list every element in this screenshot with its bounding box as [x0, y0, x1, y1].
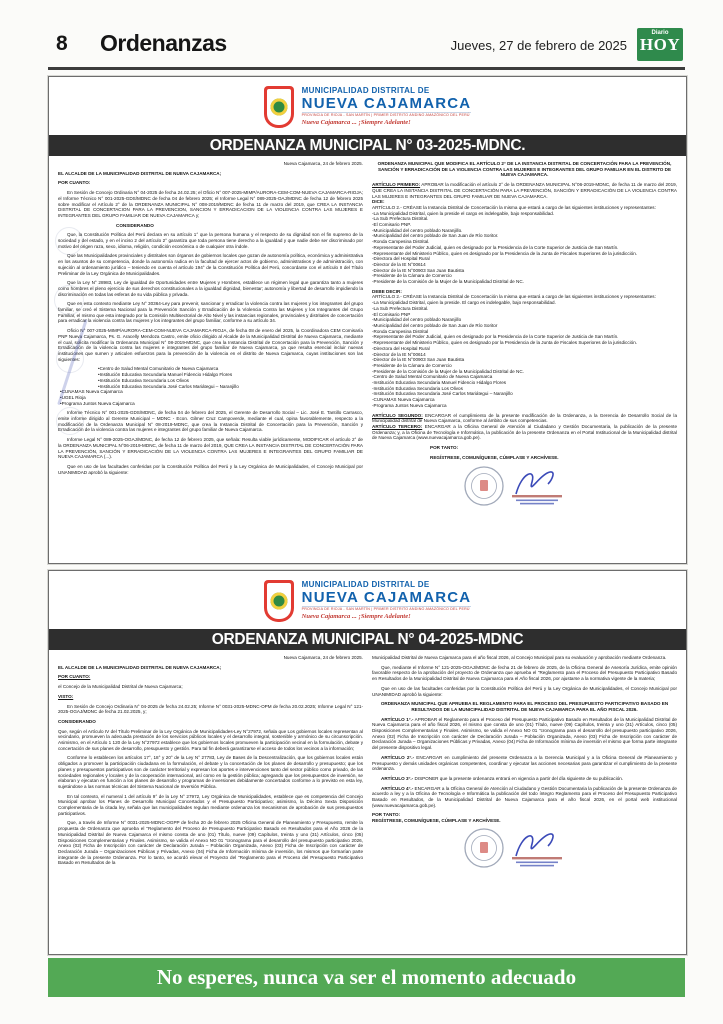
paragraph: -Ronda Campesina Distrital. [372, 239, 430, 245]
paragraph: CONSIDERANDO [116, 222, 154, 228]
logo-line2: NUEVA CAJAMARCA [301, 588, 472, 606]
paragraph: DEBE DECIR: [372, 288, 402, 294]
ordinance-03-body [49, 156, 686, 559]
hoy-label: HOY [639, 35, 681, 54]
left-column [58, 655, 363, 947]
paragraph: ARTÍCULO SEGUNDO: ENCARGAR el cumplimiento de la presente modificación de la Ordenanza, a la Gerencia de Desarrollo Social de la Municipalidad distrital de Nueva Cajamarca, conforme al ámbito de sus competencias. [372, 412, 677, 424]
paragraph: -Centro de Salud Mental Comunitario de Nueva Cajamarca [372, 374, 493, 380]
paragraph: •Institución Educativa Secundaria Los Olivos [98, 377, 189, 383]
logo-slogan: Nueva Cajamarca ... ¡Siempre Adelante! [301, 119, 411, 127]
paragraph: Informe Técnico N° 001-2025-GDS/MDNC, de fecha 04 de febrero del 2025, el Gerente de Desarrollo Social – Lic. José E. Tantillo Carrasco, emite informe dirigido al Gerente Municipal – MDNC - Econ. Gilmer Cruz Campoverde, mediante el cual, opina favorablemente, respecto a la modificación de la Ordenanza Municipal N° 08-2019-MDNC, que crea la Instancia Distrital de Concertación para la Prevención, Sanción y Erradicación de la violencia contra las mujeres e integrantes del grupo familiar de Nueva Cajamarca. [58, 410, 363, 433]
logo-line2: NUEVA CAJAMARCA [301, 94, 472, 112]
paragraph: -Representante del Ministerio Público, quien es designado por la Presidencia de la Junta de Fiscales Superiores de la jurisdicción. [372, 250, 638, 256]
paragraph: •UGEL Rioja [60, 394, 86, 400]
paragraph: -La Municipalidad Distrital, quien la preside. El cargo es indelegable, bajo responsabilidad. [372, 300, 556, 306]
paragraph: -Institución Educativa Secundaria Los Olivos [372, 385, 463, 391]
paragraph: el Concejo de la Municipalidad Distrital de Nueva Cajamarca; [58, 684, 183, 690]
paragraph: Municipalidad Distrital de Nueva Cajamarca para el año fiscal 2026, al Concejo Municipal para su evaluación y aprobación mediante Ordenanza. [372, 655, 667, 660]
paragraph: -Director de la IE N°00903 San Juan Bautista [372, 267, 465, 273]
paragraph: REGÍSTRESE, COMUNÍQUESE, CÚMPLASE Y ARCHÍVESE. [372, 818, 501, 824]
article-lead: ARTÍCULO TERCERO: [372, 423, 423, 429]
article-lead: ARTÍCULO SEGUNDO: [372, 412, 423, 418]
paragraph: -Municipalidad del centro poblado de San Juan de Río Soritor [372, 322, 498, 328]
paragraph: •CUNAMAS Nueva Cajamarca [60, 389, 123, 395]
paragraph: -Programa Juntos Nueva Cajamarca [372, 402, 447, 408]
paragraph: -Institución Educativa Secundaria José Carlos Mariátegui – Naranjillo [372, 391, 513, 397]
diario-label: Diario [651, 30, 669, 36]
paragraph: EL ALCALDE DE LA MUNICIPALIDAD DISTRITAL DE NUEVA CAJAMARCA; [58, 664, 222, 670]
paragraph: -Presidente de la Cámara de Comercio [372, 362, 452, 368]
paragraph: Que en uso de las facultades conferidas por la Constitución Política del Perú y la Ley Orgánica de Municipalidades, el Concejo Municipal por UNANIMIDAD aprobó la siguiente: [58, 463, 363, 475]
page-number: 8 [56, 32, 68, 55]
paragraph: -Representante del Poder Judicial, quien es designado por la Presidencia de la Corte Superior de Justicia de San Martín. [372, 334, 619, 340]
paragraph: ARTÍCULO TERCERO: ENCARGAR a la Oficina General de Atención al Ciudadano y Gestión Documentaria, la publicación de la presente Ordenanza; y, a la Oficina de Tecnología e Informática, la publicación de la presente Ordenanza en el Portal Institucional de la Municipalidad distrital de Nueva Cajamarca (www.nuevacajamarca.gob.pe). [372, 423, 678, 441]
paragraph: •Centro de Salud Mental Comunitario de Nueva Cajamarca [98, 366, 219, 372]
paragraph: ARTÍCULO 1°.- APROBAR el Reglamento para el Proceso del Presupuesto Participativo Basado en Resultados de la Municipalidad Distrital de Nueva Cajamarca para el año fiscal 2026, el mismo que consta de uno (01) Título, nueve (09) Capítulos, treinta y uno (31) Artículos, cinco (05) Disposiciones Complementarias y Finales. Asimismo, se valida el Anexo NO 01 "cronograma para el desarrollo del presupuesto participativo 2026, Anexo (02) Ficha de Inscripción con carácter de Declaración Jurada – Población Organizada, Anexo (03) Ficha de Inscripción con carácter de Declaración Jurada – Organizaciones Públicas y Privadas, Anexo (04) Ficha de Información mínima de inversión el mismo que forma parte integrante del presente dispositivo legal. [372, 716, 677, 751]
municipal-shield-icon [264, 86, 294, 128]
paragraph: -Ronda Campesina Distrital [372, 328, 429, 334]
article-lead: ARTÍCULO 1°.- [381, 716, 414, 722]
paragraph: ARTÍCULO 2.- CRÉASE la Instancia Distrital de Concertación la misma que estará a cargo de las siguientes instituciones y representantes: [372, 204, 656, 210]
paragraph: REGÍSTRESE, COMUNÍQUESE, CÚMPLASE Y ARCHÍVESE. [430, 454, 559, 460]
paragraph: Que, la Constitución Política del Perú declara en su artículo 1° que la persona humana y el respecto de su dignidad son el fin supremo de la sociedad y del estado, y en el inciso 2 del artículo 2° garantiza que toda persona tiene derecho a la igualdad y que nadie debe ser discriminado por motivo del origen raza, sexo, idioma, religión, condición económica o de cualquier otra índole. [58, 232, 363, 249]
paragraph: En Sesión de Concejo Ordinaria N° 04-2025 de fecha 24.02.25; Informe N° 0031-2025-MDNC-OPM de fecha 20.02.2025; Informe Legal N° 121-2025-OGAJ/MDNC de fecha 21.02.2025, y; [58, 703, 363, 715]
signature-block [372, 464, 677, 510]
paragraph: En tal contexto, el numeral 1 del artículo 9° de la Ley N° 27972, Ley Orgánica de Municipalidades, establece que es competencia del Concejo Municipal aprobar los Planes de Desarrollo Municipal Concertados y el Presupuesto Participativo; asimismo, la Décimo Sexta Disposición Complementaria de la citada ley, señala que las municipalidades regulan mediante ordenanza los mecanismos de aprobación de sus presupuestos participativos. [58, 793, 363, 816]
paragraph: Que la Ley N° 28983, Ley de igualdad de Oportunidades entre Mujeres y Hombres, establece un régimen legal que garantiza tanto a mujeres como hombres el pleno ejercicio de sus derechos constitucionales a la igualdad dignidad, bienestar; autonomía y libertad de desarrollo impidiendo la discriminación en todas las esferas de su vida pública y privada. [58, 280, 363, 297]
paragraph: -Representante del Ministerio Público, quien es designado por la Presidencia de la Junta de Fiscales Superiores de la jurisdicción. [372, 340, 638, 346]
paragraph: POR TANTO: [372, 812, 401, 818]
ordinance-03-article [48, 76, 687, 564]
logo-line3: PROVINCIA DE RIOJA - SAN MARTÍN | PRIMER DISTRITO ANDINO AMAZÓNICO DEL PERÚ [301, 113, 470, 118]
paragraph: Que, según el Artículo IV del Título Preliminar de la Ley Orgánica de Municipalidades-Ley N°27972, señala que Los gobiernos locales representan al vecindario, promueven la adecuada prestación de los servicios públicos locales y el desarrollo integral, sostenible y armónico de su circunscripción. Asimismo, en el Artículo 1 120 de la Ley N°27972 establece que los gobiernos locales promueven la participación vecinal en la formulación, debate y concertación de sus planes de desarrollo, presupuesto y gestión. Para tal fin deberá garantizarse el acceso de todos los vecinos a la información; [58, 728, 363, 751]
paragraph: -Institución Educativa Secundaria Manuel Fidencio Hidalgo Flores [372, 380, 507, 386]
paragraph: Que en esta contexto mediante Ley N° 30364-Ley para prevenir, sancionar y erradicar la violencia contra las mujeres y los integrantes del grupo familiar, se creó el Sistema Nacional para la Prevención Sanción y Erradicación de la Violencia Contra las Mujeres y los Integrantes del Grupo Familiar, el mismo que esta integrado por la Comisión Multisectorial de Alto Nivel y las instancias regionales, provinciales y distritales de concertación para erradicar la violencia contra las mujeres y los integrantes del grupo familiar, conforme a su artículo 34. [58, 301, 363, 324]
right-column [372, 161, 677, 559]
paragraph: ORDENANZA MUNICIPAL QUE APRUEBA EL REGLAMENTO PARA EL PROCESO DEL PRESUPUESTO PARTICIPATIVO BASADO EN RESULTADOS DE LA MUNICIPALIDAD DISTRITAL DE NUEVA CAJAMARCA PARA EL AÑO FISCAL 2026. [380, 701, 669, 712]
paragraph: -El Comisario PNP [372, 311, 411, 317]
paragraph: •Institución Educativa Secundaria Manuel Fidencio Hidalgo Flores [98, 372, 233, 378]
article-lead: ARTÍCULO PRIMERO: [372, 182, 421, 188]
paragraph: -Presidente de la Cámara de Comercio [372, 273, 452, 279]
paragraph: En Sesión de Concejo Ordinaria N° 04-2025 de fecha 24.02.25; el Oficio N° 007-2025-MIMP/AURORA-CEM-COM-NUEVA CAJAMARCA-RIOJA; el Informe Técnico N° 001-2025-GDS/MDNC de fecha 04 de febrero 2025; el Informe Legal N° 089-2025-OAJ/MDNC de fecha 12 de febrero 2025 sobre modificar el Artículo 2° de la ORDENANZA MUNICIPAL N° 008-2019/MDNC de fecha 11 de marzo del 2019, que CREA LA INSTANCIA DISTRITAL DE CONCERTACION PARA LA PREVENCION, SANCION Y ERRADICACION DE LA VIOLENCIA CONTRA LAS MUJERES E INTEGRANTES DEL GRUPO FAMILIAR DE NUEVA CAJAMARCA y; [58, 190, 363, 218]
paragraph: -Municipalidad del centro poblado Naranjillo. [372, 227, 463, 233]
paragraph: ARTÍCULO PRIMERO: APROBAR la modificación el artículo 2° de la ORDENANZA MUNICIPAL N°06-2019-MDNC, de fecha 11 de marzo del 2019, QUE CREA LA INSTANCIA DISTRITAL DE CONCERTACIÓN PARA LA PREVENCIÓN, SANCIÓN Y ERRADICACIÓN DE LA VIOLENCIA CONTRA LAS MUJERES E INTEGRANTES DEL GRUPO FAMILIAR DE NUEVA CAJAMARCA. [372, 182, 677, 199]
ordinance-date: Nueva Cajamarca, 24 de febrero 2025. [283, 655, 363, 660]
paragraph: ARTÍCULO 4°.- ENCARGAR a la Oficina General de Atención al Ciudadano y Gestión Documentaria la publicación de la presente Ordenanza de acuerdo a ley y a la Oficina de Tecnología e Informática la publicación del todo íntegro Reglamento para el Proceso del Presupuesto Participativo Basado en Resultados, de la Municipalidad Distrital de Nueva Cajamarca para el año fiscal 2026, en el portal web institucional (www.nuevacajamarca.gob.pe). [372, 785, 677, 808]
paragraph: Oficio N° 007-2025-MIMP/AURORA-CEM-COM-NUEVA CAJAMARCA-RIOJA, de fecha 08 de enero del 2025, la Coordinadora CEM Comisaría PNP Nueva Cajamarca, Ps. G. Aracelly Mendoza Castro, emite oficio dirigido al Alcalde de la Municipalidad Distrital de Nueva Cajamarca, mediante el cual, solicita modificar la Ordenanza Municipal N° 08-2019-MDNC, que crea la Instancia Distrital de Concertación para la Prevención, Sanción y Erradicación de la violencia contra las mujeres e integrantes del grupo familiar de Nueva Cajamarca, ya que resulta esencial incluir nuevas instituciones que sumen y articulen esfuerzos para la prevención de la violencia en el distrito de Nueva Cajamarca, cuyas instituciones son las siguientes: [58, 328, 363, 362]
ordinance-04-body [49, 650, 686, 947]
paragraph: -La Municipalidad Distrital, quien la preside el cargo es indelegable, bajo responsabilidad. [372, 210, 555, 216]
paragraph: ARTÍCULO 2°.- ENCARGAR en cumplimiento del presente Ordenanza a la Gerencia Municipal y a la Oficina General de Planeamiento y Presupuesto y demás unidades orgánicas competentes, coordinar y ejecutar las acciones necesarias para garantizar el cumplimiento de la presente ordenanza. [372, 754, 677, 772]
paragraph: -Directora del Hospital Rural [372, 256, 430, 262]
ordinance-04-banner: ORDENANZA MUNICIPAL N° 04-2025-MDNC [49, 629, 686, 650]
official-seal-icon [450, 826, 600, 870]
paragraph: Informe Legal N° 089-2025-OGAJ/MDNC, de fecha 12 de febrero 2025, que señala: Resulta viable jurídicamente, MODIFICAR el artículo 2° de la ORDENANZA MUNICIPAL N°06-2019-MDNC, de fecha 11 de marzo del 2019, QUE CREA LA INSTANCIA DISTRITAL DE CONCERTACIÓN PARA LA PREVENCIÓN, SANCIÓN Y ERRADICACIÓN DE LA VIOLENCIA CONTRA LAS MUJERES E INTEGRANTES DEL GRUPO FAMILIAR DE NUEVA CAJAMARCA (...). [58, 437, 363, 460]
paragraph: -Presidente de la Comisión de la Mujer de la Municipalidad Distrital de NC. [372, 279, 524, 285]
stamp-mark [54, 285, 84, 315]
paragraph: •Institución Educativa Secundaria José Carlos Mariátegui – Naranjillo [98, 383, 239, 389]
paragraph: -Presidente de la Comisión de la Mujer de la Municipalidad Distrital de NC. [372, 368, 524, 374]
article-lead: ARTÍCULO 3°.- [381, 775, 414, 781]
signature-icon [516, 834, 553, 856]
official-seal-icon [450, 464, 600, 508]
article-lead: ARTÍCULO 2°.- [381, 754, 415, 760]
paragraph: -Representante del Poder Judicial, quien es designado por la Presidencia de la Corte Superior de Justicia de San Martín. [372, 244, 619, 250]
paragraph: Que, a través de Informe N° 0031-2025-MDNC-OGPP de fecha 20 de febrero 2025 Oficina General de Planeamiento y Presupuesto, remite la propuesta de Ordenanza que aprueba el "Reglamento del Proceso de Presupuesto Participativo Basado en Resultados para el Año 2026 de la Municipalidad Distrital de Nueva Cajamarca el mismo consta de uno (01) Título, nueve (09) Capítulos, treinta y uno (31) Artículos, cinco (05) Disposiciones Complementarias y Finales. Asimismo, se valida el Anexo NO 01 "cronograma para el desarrollo del presupuesto participativo 2026, Anexo (02) Ficha de Inscripción con carácter de Declaración Jurada – Población Organizada, Anexo (03) Ficha de Inscripción con carácter de Declaración Jurada – Organizaciones Públicas y Privadas, Anexo (04) Ficha de Información mínima de inversión, los mismos que formarían parte integrante de la presente Ordenanza. Por lo tanto, se acordó elevar el Proyecto del "Reglamento para el Proceso del Presupuesto Participativo Basado en Resultados de la [58, 820, 363, 866]
stamp-mark [55, 227, 83, 255]
municipal-logo [49, 82, 686, 132]
logo-slogan: Nueva Cajamarca ... ¡Siempre Adelante! [301, 613, 411, 621]
right-column [372, 655, 677, 947]
logo-line1: MUNICIPALIDAD DISTRITAL DE [301, 86, 430, 96]
paragraph: -Director de la IE N°00614 [372, 261, 426, 267]
paragraph: POR CUANTO: [58, 180, 91, 186]
section-title: Ordenanzas [100, 30, 227, 56]
paragraph: DICE: [372, 199, 385, 205]
ordinance-date: Nueva Cajamarca, 24 de febrero 2025. [283, 161, 363, 166]
paragraph: Que en uso de las facultades conferidas por la Constitución Política del Perú y la Ley Orgánica de Municipalidades, el Concejo Municipal por UNANIMIDAD aprobó la siguiente: [372, 685, 677, 697]
paragraph: -Director de la IE N°00903 San Juan Bautista [372, 357, 465, 363]
paragraph: -El Comisario PNP. [372, 222, 411, 228]
paragraph: •Programa Juntos Nueva Cajamarca [60, 400, 135, 406]
ordinance-03-banner: ORDENANZA MUNICIPAL N° 03-2025-MDNC. [49, 135, 686, 156]
diario-hoy-logo [637, 28, 683, 61]
header-rule [48, 67, 685, 70]
paragraph: VISTO: [58, 693, 74, 699]
paragraph: EL ALCALDE DE LA MUNICIPALIDAD DISTRITAL DE NUEVA CAJAMARCA; [58, 170, 222, 176]
paragraph: -Municipalidad del centro poblado de San Juan de Río Soritor. [372, 233, 499, 239]
paragraph: ARTÍCULO 3°.- DISPONER que la presente ordenanza entrará en vigencia a partir del día siguiente de su publicación. [381, 775, 624, 781]
page-header [48, 26, 685, 66]
signature-block [372, 826, 677, 872]
municipal-logo [49, 576, 686, 626]
paragraph: Que las Municipalidades provinciales y distritales son órganos de gobiernos locales que gozan de autonomía política, económica y administrativa en los asuntos de su competencia, donde la autonomía radica en la facultad de ejercer actos de gobierno, administrativos y de administración, con sujeción al ordenamiento jurídico – teniendo en cuenta el artículo 194° de la Constitución Política del Perú, concordante con el artículo II del Título Preliminar de la Ley Orgánica de Municipalidades. [58, 253, 363, 276]
paragraph: -CUNAMAS Nueva Cajamarca [372, 397, 435, 403]
article-lead: ARTÍCULO 4°.- [381, 785, 414, 791]
paragraph: -Director de la IE N°00614 [372, 351, 426, 357]
paragraph: ARTÍCULO 2.- CRÉASE la Instancia Distrital de Concertación la misma que estará a cargo de las siguientes instituciones y representantes: [372, 294, 656, 300]
paragraph: -La Sub Prefectura Distrital. [372, 216, 429, 222]
ordinance-04-article [48, 570, 687, 955]
paragraph: POR TANTO: [430, 445, 459, 451]
municipal-shield-icon [264, 580, 294, 622]
paragraph: Que, mediante el Informe N° 121-2025-OGAJ/MDNC de fecha 21 de febrero de 2025, de la Oficina General de Asesoría Jurídica, emite opinión favorable respecto de la aprobación del proyecto de Ordenanza que aprueba el "Reglamento para el Proceso del Presupuesto Participativo Basado en Resultados de la Municipalidad Distrital de Nueva Cajamarca para el Año fiscal 2026, por ajustarse a la normativa vigente de la materia; [372, 664, 677, 682]
paragraph: CONSIDERANDO [58, 718, 96, 724]
footer-quote-banner: No esperes, nunca va ser el momento adecuado [48, 958, 685, 997]
stamp-mark [56, 407, 84, 435]
logo-line1: MUNICIPALIDAD DISTRITAL DE [301, 580, 430, 590]
signature-icon [516, 472, 553, 494]
edition-date: Jueves, 27 de febrero de 2025 [450, 38, 627, 53]
logo-line3: PROVINCIA DE RIOJA - SAN MARTÍN | PRIMER DISTRITO ANDINO AMAZÓNICO DEL PERÚ [301, 607, 470, 612]
paragraph: Conforme lo establecen los artículos 17°, 18° y 20° de la Ley N° 27783, Ley de Bases de la Descentralización, que los gobiernos locales están obligados a promover la participación ciudadana en la formulación, el debate y la concertación de los planes de desarrollo y presupuesto; que los planes y presupuestos participativos son de carácter territorial y expresan los aportes e intervenciones tanto del sector público como privado, de las sociedades regionales y locales y de la cooperación internacional, así como en la gestión pública; agregando que los presupuestos de inversión, se elaboran y ejecutan en función a los planes de desarrollo y programas de inversiones debidamente concertados conforme a lo previsto en esta ley, sujetándose a las normas técnicas del Sistema Nacional de Inversión Pública. [58, 755, 363, 789]
paragraph: -Directora del Hospital Rural [372, 345, 430, 351]
paragraph: -Municipalidad del centro poblado Naranjillo [372, 317, 462, 323]
left-column [58, 161, 363, 559]
paragraph: POR CUANTO: [58, 674, 91, 680]
paragraph: ORDENANZA MUNICIPAL QUE MODIFICA EL ARTÍCULO 2° DE LA INSTANCIA DISTRITAL DE CONCERTACIÓN PARA LA PREVENCIÓN, SANCIÓN Y ERRADICACIÓN DE LA VIOLENCIA CONTRA LAS MUJERES E INTEGRANTES DEL GRUPO FAMILIAR EN EL DISTRITO DE NUEVA CAJAMARCA. [377, 161, 672, 178]
paragraph: -La Sub Prefectura Distrital. [372, 305, 429, 311]
